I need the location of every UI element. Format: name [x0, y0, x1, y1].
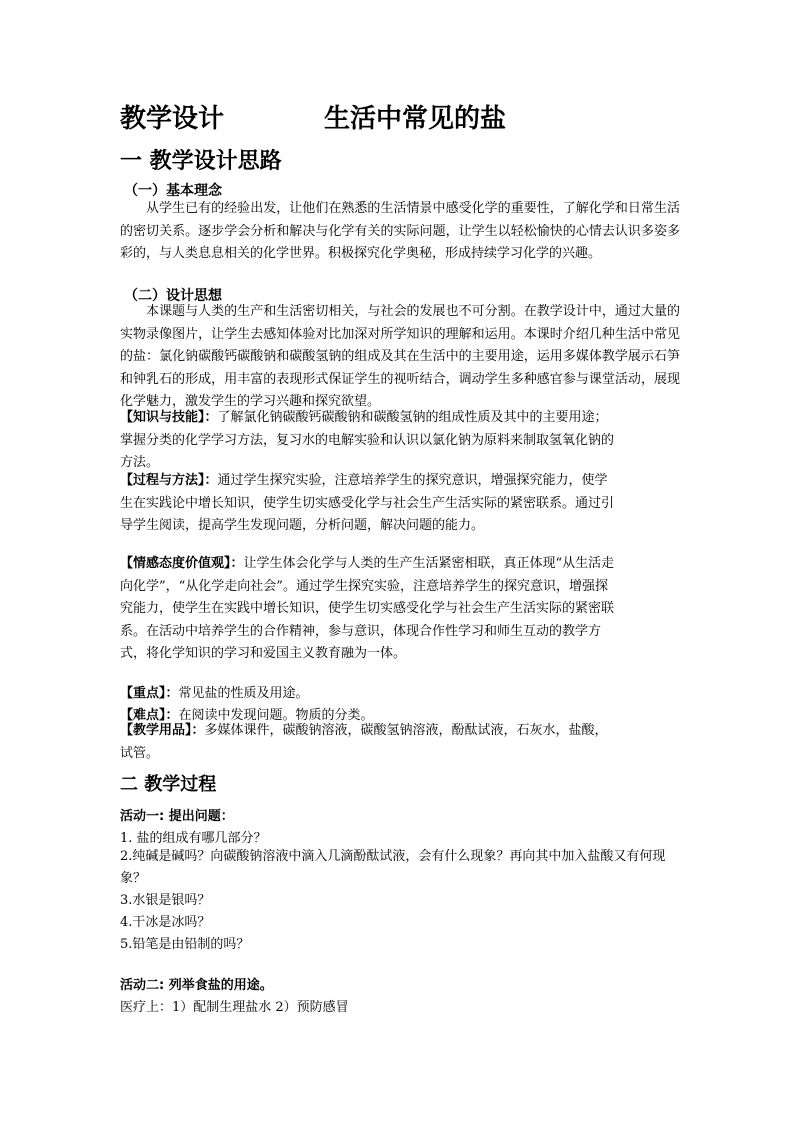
teaching-materials-text: 多媒体课件，碳酸钠溶液，碳酸氢钠溶液，酚酞试液，石灰水，盐酸，试管。: [120, 723, 608, 761]
difficult-point-label: 【难点】：: [120, 708, 179, 723]
question-2: 2.纯碱是碱吗？向碳酸钠溶液中滴入几滴酚酞试液，会有什么现象？再向其中加入盐酸又有何现象？: [120, 849, 666, 886]
teaching-materials: [120, 720, 620, 765]
activity-1-heading: 活动一: 提出问题：: [120, 809, 234, 824]
subheading-design-idea: （二）设计思想: [124, 288, 222, 304]
paragraph-design-idea: 本课题与人类的生产和生活密切相关，与社会的发展也不可分割。在教学设计中，通过大量的实物录像图片，让学生去感知体验对比加深对所学知识的理解和运用。本课时介绍几种生活中常见的盐：氯化钠碳酸钙碳酸钠和碳酸氢钠的组成及其在生活中的主要用途，运用多媒体教学展示石笋和钟乳石的形成，用丰富的表现形式保证学生的视听结合，调动学生多种感官参与课堂活动，展现化学魅力，激发学生的学习兴趣和探究欲望。: [120, 304, 680, 409]
key-point: [120, 682, 309, 701]
medical-use: 医疗上：1）配制生理盐水 2）预防感冒: [120, 1000, 349, 1015]
title-left: 教学设计: [120, 104, 225, 134]
objective-knowledge-label: 【知识与技能】：: [120, 410, 218, 425]
difficult-point-text: 在阅读中发现问题。物质的分类。: [178, 708, 374, 723]
objective-knowledge-text: 了解氯化钠碳酸钙碳酸钠和碳酸氢钠的组成性质及其中的主要用途；掌握分类的化学学习方法，复习水的电解实验和认识以氯化钠为原料来制取氢氧化钠的方法。: [120, 410, 615, 470]
question-4: 4.干冰是冰吗？: [120, 915, 211, 930]
objective-knowledge: [120, 407, 620, 475]
section-heading-1: 一 教学设计思路: [120, 149, 282, 174]
objective-emotion-text: 让学生体会化学与人类的生产生活紧密相联，真正体现“从生活走向化学”，“从化学走向社会”。通过学生探究实验，注意培养学生的探究意识，增强探究能力，使学生在实践中增长知识，使学生切实感受化学与社会生产生活实际的紧密联系。在活动中培养学生的合作精神，参与意识，体现合作性学习和师生互动的教学方式，将化学知识的学习和爱国主义教育融为一体。: [120, 556, 615, 661]
paragraph-basic-idea: 从学生已有的经验出发，让他们在熟悉的生活情景中感受化学的重要性，了解化学和日常生活的密切关系。逐步学会分析和解决与化学有关的实际问题，让学生以轻松愉快的心情去认识多姿多彩的，与人类息息相关的化学世界。积极探究化学奥秘，形成持续学习化学的兴趣。: [120, 201, 680, 261]
activity-2-heading: 活动二: 列举食盐的用途。: [120, 978, 273, 993]
objective-emotion-label: 【情感态度价值观】：: [120, 556, 244, 571]
subheading-basic-idea: （一）基本理念: [124, 183, 222, 199]
question-3: 3.水银是银吗？: [120, 893, 211, 908]
objective-process-label: 【过程与方法】：: [120, 473, 218, 488]
teaching-materials-label: 【教学用品】：: [120, 723, 205, 738]
page-title: [120, 98, 506, 135]
objective-process: [120, 470, 620, 538]
question-1: 1. 盐的组成有哪几部分？: [120, 831, 267, 846]
section-heading-2: 二 教学过程: [120, 774, 217, 795]
title-right: 生活中常见的盐: [324, 104, 507, 134]
objective-emotion: [120, 553, 620, 666]
objective-process-text: 通过学生探究实验，注意培养学生的探究意识，增强探究能力，使学生在实践论中增长知识，使学生切实感受化学与社会生产生活实际的紧密联系。通过引导学生阅读，提高学生发现问题，分析问题，解决问题的能力。: [120, 473, 615, 533]
key-point-label: 【重点】：: [120, 686, 179, 701]
question-5: 5.铅笔是由铅制的吗？: [120, 937, 250, 952]
key-point-text: 常见盐的性质及用途。: [178, 686, 309, 701]
